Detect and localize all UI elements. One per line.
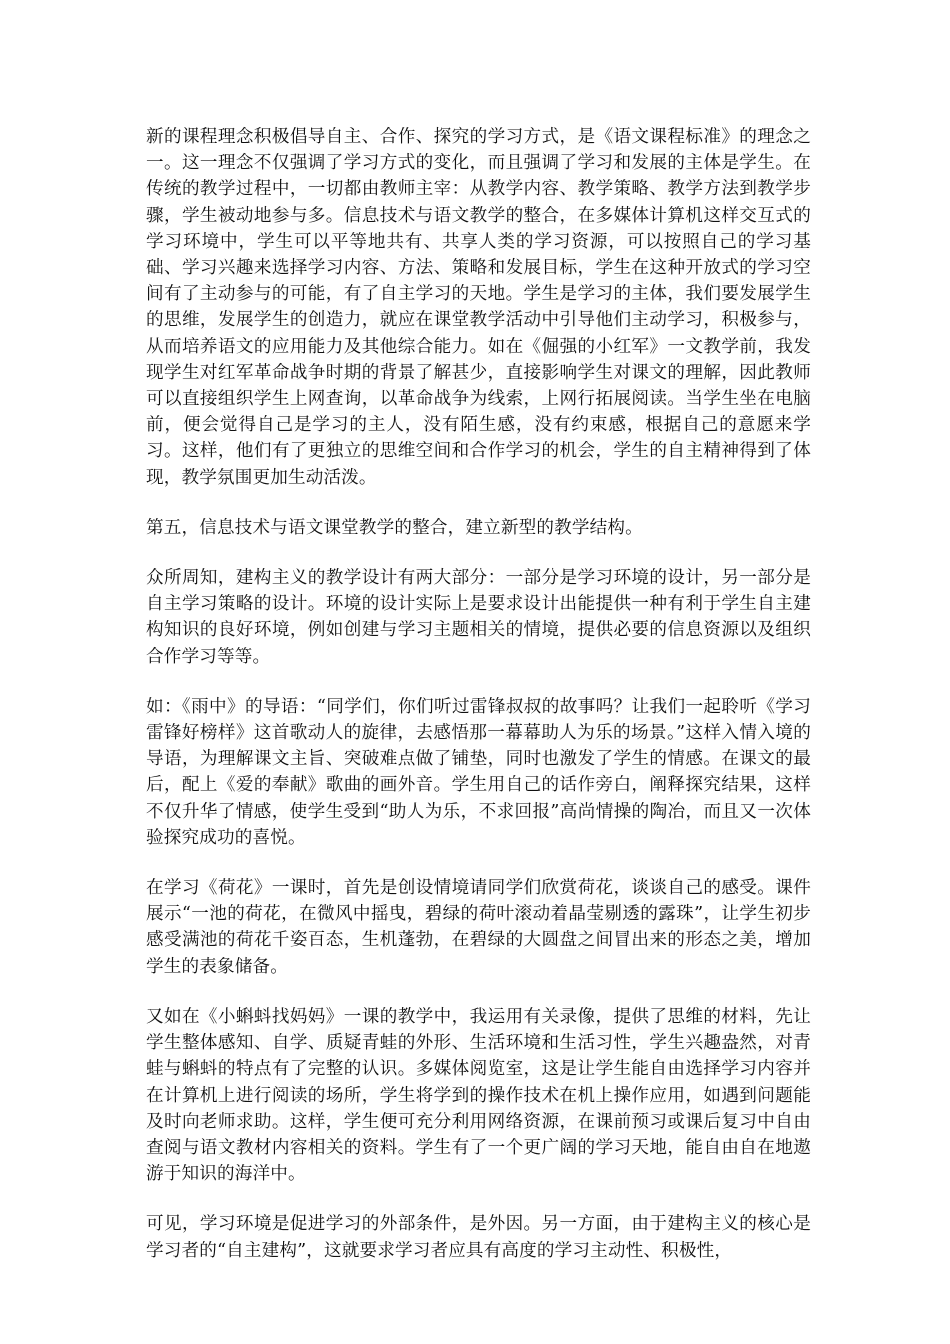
paragraph-conclusion: 可见，学习环境是促进学习的外部条件，是外因。另一方面，由于建构主义的核心是学习者的“自主建构”，这就要求学习者应具有高度的学习主动性、积极性，	[146, 1214, 811, 1261]
paragraph-constructivism: 众所周知，建构主义的教学设计有两大部分：一部分是学习环境的设计，另一部分是自主学习策略的设计。环境的设计实际上是要求设计出能提供一种有利于学生自主建构知识的良好环境，例如创建与学习主题相关的情境，提供必要的信息资源以及组织合作学习等等。	[146, 568, 811, 667]
paragraph-example-rain: 如：《雨中》的导语：“同学们，你们听过雷锋叔叔的故事吗？让我们一起聆听《学习雷锋好榜样》这首歌动人的旋律，去感悟那一幕幕助人为乐的场景。”这样入情入境的导语，为理解课文主旨、突破难点做了铺垫，同时也激发了学生的情感。在课文的最后，配上《爱的奉献》歌曲的画外音。学生用自己的话作旁白，阐释探究结果，这样不仅升华了情感，使学生受到“助人为乐，不求回报”高尚情操的陶冶，而且又一次体验探究成功的喜悦。	[146, 696, 811, 848]
paragraph-example-tadpole: 又如在《小蝌蚪找妈妈》一课的教学中，我运用有关录像，提供了思维的材料，先让学生整体感知、自学、质疑青蛙的外形、生活环境和生活习性，学生兴趣盎然，对青蛙与蝌蚪的特点有了完整的认识。多媒体阅览室，这是让学生能自由选择学习内容并在计算机上进行阅读的场所，学生将学到的操作技术在机上操作应用，如遇到问题能及时向老师求助。这样，学生便可充分利用网络资源，在课前预习或课后复习中自由查阅与语文教材内容相关的资料。学生有了一个更广阔的学习天地，能自由自在地遨游于知识的海洋中。	[146, 1006, 811, 1185]
document-page	[146, 124, 811, 1288]
paragraph-learning-approach: 新的课程理念积极倡导自主、合作、探究的学习方式，是《语文课程标准》的理念之一。这一理念不仅强调了学习方式的变化，而且强调了学习和发展的主体是学生。在传统的教学过程中，一切都由教师主宰：从教学内容、教学策略、教学方法到教学步骤，学生被动地参与多。信息技术与语文教学的整合，在多媒体计算机这样交互式的学习环境中，学生可以平等地共有、共享人类的学习资源，可以按照自己的学习基础、学习兴趣来选择学习内容、方法、策略和发展目标，学生在这种开放式的学习空间有了主动参与的可能，有了自主学习的天地。学生是学习的主体，我们要发展学生的思维，发展学生的创造力，就应在课堂教学活动中引导他们主动学习，积极参与，从而培养语文的应用能力及其他综合能力。如在《倔强的小红军》一文教学前，我发现学生对红军革命战争时期的背景了解甚少，直接影响学生对课文的理解，因此教师可以直接组织学生上网查询，以革命战争为线索，上网行拓展阅读。当学生坐在电脑前，便会觉得自己是学习的主人，没有陌生感，没有约束感，根据自己的意愿来学习。这样，他们有了更独立的思维空间和合作学习的机会，学生的自主精神得到了体现，教学氛围更加生动活泼。	[146, 127, 811, 488]
paragraph-example-lotus: 在学习《荷花》一课时，首先是创设情境请同学们欣赏荷花，谈谈自己的感受。课件展示“一池的荷花，在微风中摇曳，碧绿的荷叶滚动着晶莹剔透的露珠”，让学生初步感受满池的荷花千姿百态，生机蓬勃，在碧绿的大圆盘之间冒出来的形态之美，增加学生的表象储备。	[146, 878, 811, 977]
paragraph-section-heading: 第五，信息技术与语文课堂教学的整合，建立新型的教学结构。	[146, 517, 643, 538]
